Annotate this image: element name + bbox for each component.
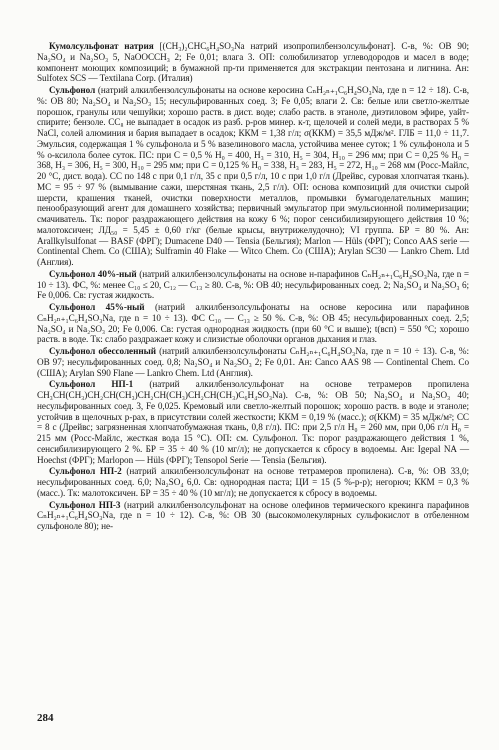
entry-text: [(CH₃)₂CHC₆H₄SO₃Na натрий изопропилбензолсульфонат]. С-в, %: ОВ 90; Na₂SO₄ и Na₂SO₃ 5, NaOOCCH₃ 2; Fe 0,01; влага 3. ОП: солюбилизатор углеводородов и масел в воде; компонент моющих композиций; в бумажной пр-ти применяется для экстракции пентозана и лигнина. Ан: Sulfotex SCS — Textilana Corp. (Италия) xyxy=(37,41,469,84)
dictionary-entry xyxy=(37,379,469,465)
dictionary-entry xyxy=(37,346,469,378)
entry-term: Сульфонол xyxy=(49,85,96,95)
dictionary-entry xyxy=(37,85,469,268)
entry-term: Сульфонол НП-2 xyxy=(49,466,122,477)
dictionary-entry xyxy=(37,269,469,301)
page-number: 284 xyxy=(37,712,54,724)
entry-text: (натрий алкилбензолсульфонаты на основе н-парафинов CₙH₂ₙ₊₁C₆H₄SO₃Na, где n = 10 ÷ 13). ФС, %: менее C₁₀ ≤ 20, C₁₂ — C₁₃ ≥ 80. С-в, %: ОВ 40; несульфированных соед. 2; Na₂SO₄ и Na₂SO₃ 6; Fe 0,006. Св: густая жидкость. xyxy=(37,268,469,301)
text-column xyxy=(37,41,469,533)
entry-text: (натрий алкилбензолсульфонаты на основе керосина или парафинов CₙH₂ₙ₊₁C₆H₄SO₃Na, где n = 10 ÷ 13). ФС C₁₀ — C₁₃ ≥ 50 %. С-в, %: ОВ 45; несульфированных соед. 2,5; Na₂SO₄ и Na₂SO₃ 20; Fe 0,006. Св: густая однородная жидкость (при 60 °C и выше); t(всп) = 550 °C; хорошо раств. в воде. Тк: слабо раздражает кожу и слизистые оболочки органов дыхания и глаз. xyxy=(37,302,470,345)
entry-term: Сульфонол 40%-ный xyxy=(49,268,137,279)
entry-term: Сульфонол 45%-ный xyxy=(49,302,145,312)
entry-term: Сульфонол НП-3 xyxy=(49,499,121,510)
dictionary-entry xyxy=(37,500,469,532)
entry-text: (натрий алкилбензолсульфонат на основе тетрамеров пропилена). С-в, %: ОВ 33,0; несульфированных соед. 6,0; Na₂SO₄ 6,0. Св: однородная паста; ЦИ = 15 (5 %-р-р); негорюч; ККМ = 0,3 % (масс.). Тк: малотоксичен. БР = 35 ÷ 40 % (10 мг/л); не допускается к сбросу в водоемы. xyxy=(37,466,469,498)
dictionary-entry xyxy=(37,302,469,345)
entry-term: Кумолсульфонат натрия xyxy=(49,41,154,51)
entry-text: (натрий алкилбензолсульфонат на основе олефинов термического крекинга парафинов CₙH₂ₙ₊₁C₆H₄SO₃Na, где n = 10 ÷ 12). С-в, %: ОВ 30 (высокомолекулярных сульфокислот в отбеленном сульфоноле 80); не- xyxy=(37,499,469,531)
dictionary-entry xyxy=(37,466,469,498)
entry-term: Сульфонол НП-1 xyxy=(49,379,134,390)
entry-text: (натрий алкилбензолсульфонаты на основе керосина CₙH₂ₙ₊₁C₆H₄SO₃Na, где n = 12 ÷ 18). С-в, %: ОВ 80; Na₂SO₄ и Na₂SO₃ 15; несульфированных соед. 3; Fe 0,05; влаги 2. Св: белые или светло-желтые порошок, гранулы или чешуйки; хорошо раств. в дист. воде; слабо раств. в этаноле, диэтиловом эфире, уайт-спирите; бензоле. СС₈ не выпадает в осадок из разб. р-ров минер. к-т, щелочей и солей меди, в растворах 5 % NaCl, солей алюминия и бария выпадает в осадок; ККМ = 1,38 г/л; σ(ККМ) = 35,5 мДж/м². ГЛБ = 11,0 ÷ 11,7. Эмульсия, содержащая 1 % сульфонола и 5 % вазелинового масла, устойчива менее суток; 1 % сульфонола и 5 % о-ксилола более суток. ПС: при C = 0,5 % H₀ = 400, H₃ = 310, H₅ = 304, H₁₀ = 296 мм; при C = 0,25 % H₀ = 368, H₃ = 306, H₅ = 300, H₁₀ = 295 мм; при C = 0,125 % H₀ = 338, H₃ = 283, H₅ = 272, H₁₀ = 268 мм (Росс-Майлс, 20 °C, дист. вода). СС по 148 с при 0,1 г/л, 35 с при 0,5 г/л, 10 с при 1,0 г/л (Дрейвс, суровая хлопчатая ткань). МС = 95 ÷ 97 % (вымывание сажи, шерстяная ткань, 2,5 г/л). ОП: основа композиций для очистки сырой шерсти, крашения тканей, очистки поверхности металлов, промывки бумагоделательных машин; пенообразующий агент для домашнего хозяйства; первичный эмульгатор при эмульсионной полимеризации; смачиватель. Тк: порог раздражающего действия на кожу 6 %; порог сенсибилизирующего действия 10 %; малотоксичен; ЛД₅₀ = 5,45 ± 0,60 г/кг (белые крысы, внутрижелудочно); VI группа. БР = 80 %. Ан: Arallkylsulfonat — BASF (ФРГ); Dumacene D40 — Tensia (Бельгия); Marlon — Hüls (ФРГ); Conco AAS serie — Continental Chem. Co (США); Sulframin 40 Flake — Witco Chem. Co (США); Arylan SC30 — Lankro Chem. Ltd (Англия). xyxy=(37,85,469,267)
entry-text: (натрий алкилбензолсульфонат на основе тетрамеров пропилена CH₃CH(CH₃)CH₂CH(CH₃)CH₂CH(CH₃)CH₂CH(CH₃)C₆H₄SO₃Na). С-в, %: ОВ 50; Na₂SO₄ и Na₂SO₃ 40; несульфированных соед. 3, Fe 0,025. Кремовый или светло-желтый порошок; хорошо раств. в воде и этаноле; устойчив в щелочных р-рах, в присутствии солей жесткости; ККМ = 0,19 % (масс.); σ(ККМ) = 35 мДж/м²; СС = 8 с (Дрейвс; загрязненная хлопчатобумажная ткань, 0,8 г/л). ПС: при 2,5 г/л H₀ = 260 мм, при 0,06 г/л H₀ = 215 мм (Росс-Майлс, жесткая вода 15 °C). ОП: см. Сульфонол. Тк: порог раздражающего действия 1 %, сенсибилизирующего 2 %. БР = 35 ÷ 40 % (10 мг/л); не допускается к сбросу в водоемы. Ан: Igepal NA — Hoechst (ФРГ); Marlopon — Hüls (ФРГ); Tensopol Serie — Tensia (Бельгия). xyxy=(37,379,470,465)
entry-term: Сульфонол обессоленный xyxy=(49,346,156,356)
dictionary-entry xyxy=(37,41,469,84)
entry-text: (натрий алкилбензолсульфонаты CₙH₂ₙ₊₁C₆H₄SO₃Na, где n = 10 ÷ 13). С-в, %: ОВ 97; несульфированных соед. 0,8; Na₂SO₄ и Na₂SO₃ 2; Fe 0,01. Ан: Canco AAS 98 — Continental Chem. Co (США); Arylan S90 Flane — Lankro Chem. Ltd (Англия). xyxy=(37,346,469,378)
